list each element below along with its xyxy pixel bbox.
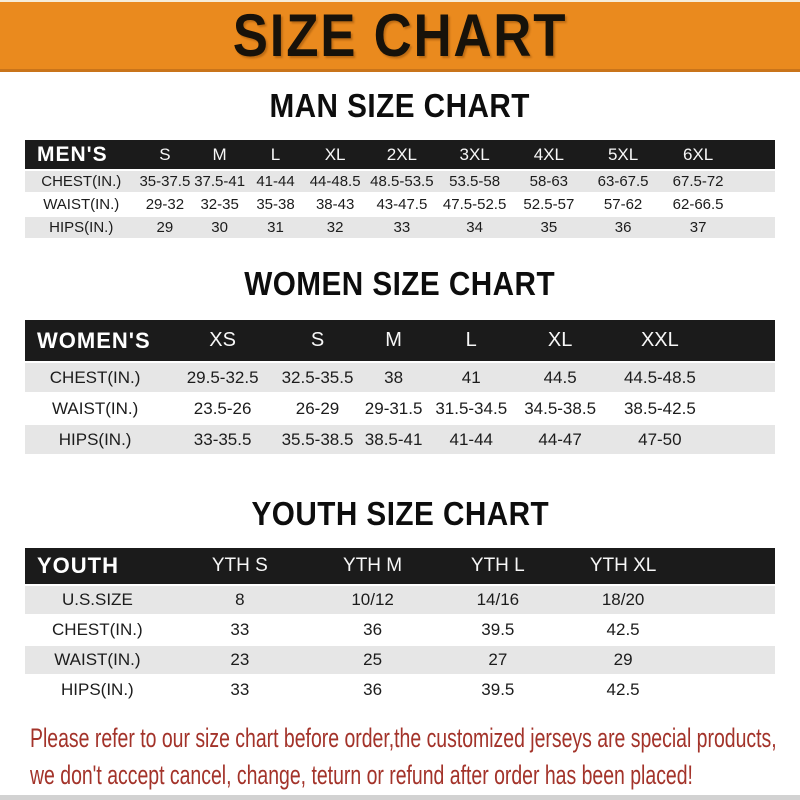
- column-header: YTH XL: [560, 548, 685, 584]
- women-table-wrap: [25, 318, 775, 456]
- header-filler: [710, 320, 775, 361]
- row-label: CHEST(IN.): [25, 616, 170, 644]
- size-cell: 36: [310, 616, 435, 644]
- women-size-table: [25, 318, 775, 456]
- size-cell: 26-29: [280, 394, 355, 423]
- youth-size-table: [25, 546, 775, 706]
- size-cell: 29: [138, 217, 193, 238]
- column-header: YTH L: [435, 548, 560, 584]
- size-cell: 47-50: [610, 425, 710, 454]
- table-row: [25, 586, 775, 614]
- size-cell: 29: [560, 646, 685, 674]
- size-cell: 35.5-38.5: [280, 425, 355, 454]
- size-cell: 52.5-57: [512, 194, 586, 215]
- row-label: HIPS(IN.): [25, 217, 138, 238]
- size-cell: 58-63: [512, 171, 586, 192]
- women-size-section: [0, 318, 800, 456]
- table-header-label: YOUTH: [25, 548, 170, 584]
- row-filler: [736, 194, 775, 215]
- table-header-row: [25, 320, 775, 361]
- row-filler: [736, 171, 775, 192]
- banner: [0, 0, 800, 72]
- column-header: 5XL: [586, 140, 660, 169]
- size-cell: 32-35: [192, 194, 247, 215]
- column-header: 4XL: [512, 140, 586, 169]
- size-cell: 33: [170, 676, 310, 704]
- size-cell: 44.5-48.5: [610, 363, 710, 392]
- note-line-1: Please refer to our size chart before order,the customized jerseys are special products,: [30, 723, 777, 753]
- size-cell: 42.5: [560, 616, 685, 644]
- size-cell: 35-37.5: [139, 173, 191, 190]
- column-header: L: [432, 320, 510, 361]
- size-cell: 38: [355, 363, 432, 392]
- row-label: WAIST(IN.): [25, 394, 165, 423]
- row-label: HIPS(IN.): [25, 676, 170, 704]
- size-cell: 23: [170, 646, 310, 674]
- table-row: [25, 394, 775, 423]
- column-header: XS: [165, 320, 280, 361]
- size-cell: 14/16: [435, 586, 560, 614]
- column-header: 6XL: [660, 140, 736, 169]
- row-filler: [686, 586, 775, 614]
- order-note: [30, 720, 800, 794]
- table-row: [25, 217, 775, 238]
- size-cell: 29-32: [138, 194, 193, 215]
- size-cell: 41: [432, 363, 510, 392]
- size-cell: 29.5-32.5: [165, 363, 280, 392]
- size-cell: 18/20: [560, 586, 685, 614]
- size-cell: 25: [310, 646, 435, 674]
- column-header: 3XL: [438, 140, 512, 169]
- column-header: S: [138, 140, 193, 169]
- size-cell: 8: [170, 586, 310, 614]
- size-cell: 27: [435, 646, 560, 674]
- size-cell: 47.5-52.5: [438, 194, 512, 215]
- man-size-chart-title: MAN SIZE CHART: [269, 87, 531, 124]
- size-cell: 63-67.5: [586, 171, 660, 192]
- size-cell: 33: [170, 616, 310, 644]
- size-cell: 38.5-42.5: [610, 394, 710, 423]
- size-cell: 38-43: [304, 194, 366, 215]
- row-filler: [710, 394, 775, 423]
- column-header: M: [355, 320, 432, 361]
- size-cell: 34.5-38.5: [510, 394, 610, 423]
- column-header: S: [280, 320, 355, 361]
- row-filler: [710, 425, 775, 454]
- column-header: L: [247, 140, 304, 169]
- size-cell: 38.5-41: [355, 425, 432, 454]
- header-filler: [686, 548, 775, 584]
- row-label: U.S.SIZE: [25, 586, 170, 614]
- size-cell: 57-62: [586, 194, 660, 215]
- size-cell: 48.5-53.5: [366, 171, 437, 192]
- row-label: CHEST(IN.): [25, 171, 138, 192]
- youth-size-chart-title: YOUTH SIZE CHART: [251, 495, 549, 532]
- column-header: M: [192, 140, 247, 169]
- table-header-row: [25, 548, 775, 584]
- row-filler: [686, 676, 775, 704]
- size-cell: 30: [192, 217, 247, 238]
- row-filler: [686, 616, 775, 644]
- row-label: HIPS(IN.): [25, 425, 165, 454]
- size-cell: 23.5-26: [165, 394, 280, 423]
- size-cell: 53.5-58: [438, 171, 512, 192]
- size-cell: 33: [366, 217, 437, 238]
- size-cell: 36: [310, 676, 435, 704]
- men-size-section: [0, 138, 800, 240]
- row-filler: [710, 363, 775, 392]
- column-header: XL: [304, 140, 366, 169]
- size-cell: 41-44: [247, 171, 304, 192]
- table-row: [25, 425, 775, 454]
- column-header: YTH M: [310, 548, 435, 584]
- table-header-label: WOMEN'S: [25, 320, 165, 361]
- men-size-table: [25, 138, 775, 240]
- size-cell: 32: [304, 217, 366, 238]
- youth-size-section: [0, 546, 800, 706]
- bottom-strip: [0, 795, 800, 800]
- table-row: [25, 676, 775, 704]
- size-cell: 37.5-41: [194, 173, 246, 190]
- size-cell: 10/12: [310, 586, 435, 614]
- header-filler: [736, 140, 775, 169]
- size-cell: 33-35.5: [165, 425, 280, 454]
- size-cell: 35-38: [247, 194, 304, 215]
- size-cell: 44-47: [510, 425, 610, 454]
- size-cell: 29-31.5: [355, 394, 432, 423]
- size-cell: 39.5: [435, 676, 560, 704]
- size-cell: 42.5: [560, 676, 685, 704]
- women-size-chart-title: WOMEN SIZE CHART: [244, 265, 556, 302]
- size-cell: 44.5: [510, 363, 610, 392]
- table-header-row: [25, 140, 775, 169]
- row-label: CHEST(IN.): [25, 363, 165, 392]
- table-header-label: MEN'S: [25, 140, 138, 169]
- size-cell: 62-66.5: [660, 194, 736, 215]
- size-cell: 35: [512, 217, 586, 238]
- row-label: WAIST(IN.): [25, 646, 170, 674]
- row-label: WAIST(IN.): [25, 194, 138, 215]
- banner-title: SIZE CHART: [232, 1, 568, 69]
- column-header: XXL: [610, 320, 710, 361]
- men-table-wrap: [25, 138, 775, 240]
- column-header: 2XL: [366, 140, 437, 169]
- table-row: [25, 194, 775, 215]
- size-cell: 67.5-72: [660, 171, 736, 192]
- column-header: YTH S: [170, 548, 310, 584]
- row-filler: [686, 646, 775, 674]
- row-filler: [736, 217, 775, 238]
- size-cell: 32.5-35.5: [280, 363, 355, 392]
- table-row: [25, 616, 775, 644]
- note-line-2: we don't accept cancel, change, teturn or refund after order has been placed!: [30, 760, 693, 790]
- table-row: [25, 171, 775, 192]
- size-cell: 37: [660, 217, 736, 238]
- size-cell: 44-48.5: [304, 171, 366, 192]
- column-header: XL: [510, 320, 610, 361]
- size-cell: 31.5-34.5: [432, 394, 510, 423]
- size-cell: 36: [586, 217, 660, 238]
- size-cell: 43-47.5: [366, 194, 437, 215]
- table-row: [25, 363, 775, 392]
- size-cell: 31: [247, 217, 304, 238]
- size-cell: 34: [438, 217, 512, 238]
- size-cell: 41-44: [432, 425, 510, 454]
- youth-table-wrap: [25, 546, 775, 706]
- table-row: [25, 646, 775, 674]
- size-cell: 39.5: [435, 616, 560, 644]
